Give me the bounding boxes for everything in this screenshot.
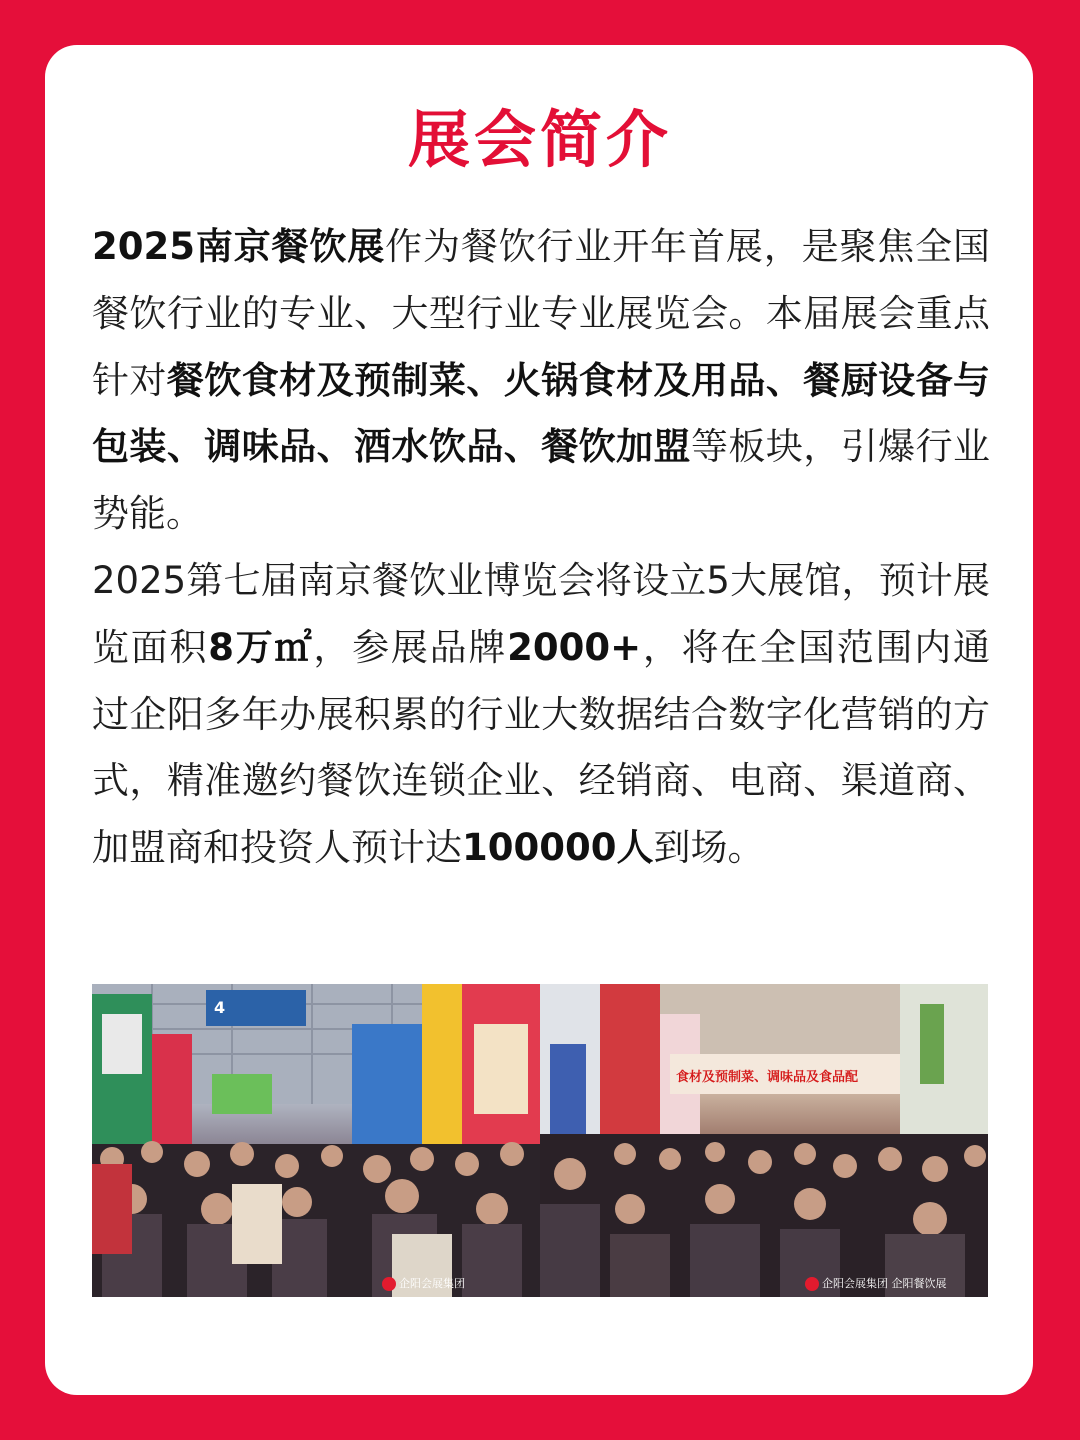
watermark-right: 企阳会展集团 企阳餐饮展: [805, 1275, 947, 1291]
expo-hall-illustration-left: [92, 984, 540, 1297]
paragraph-1: 2025南京餐饮展作为餐饮行业开年首展，是聚焦全国餐饮行业的专业、大型行业专业展览会。本届展会重点针对餐饮食材及预制菜、火锅食材及用品、餐厨设备与包装、调味品、酒水饮品、餐饮加盟等板块，引爆行业势能。: [92, 225, 991, 536]
hall-number-sign: 4: [206, 990, 306, 1026]
page-title: 展会简介: [407, 103, 672, 176]
logo-icon: [805, 1277, 819, 1291]
brands-highlight: 2000+: [507, 625, 642, 669]
area-highlight: 8万㎡: [208, 625, 314, 669]
expo-photo-left: [92, 984, 540, 1297]
watermark-left: 企阳会展集团: [382, 1275, 465, 1291]
visitors-highlight: 100000人: [462, 826, 654, 870]
sectors-highlight: 餐饮食材及预制菜、火锅食材及用品、餐厨设备与包装、调味品、酒水饮品、餐饮加盟: [92, 358, 991, 469]
expo-hall-illustration-right: [540, 984, 988, 1297]
expo-photo-right: [540, 984, 988, 1297]
expo-name: 2025南京餐饮展: [92, 225, 386, 268]
expo-photo: [92, 984, 988, 1297]
intro-text: [92, 214, 990, 882]
hall-banner-text: 食材及预制菜、调味品及食品配: [676, 1070, 859, 1085]
paragraph-2: 2025第七届南京餐饮业博览会将设立5大展馆，预计展览面积8万㎡，参展品牌2000+，将在全国范围内通过企阳多年办展积累的行业大数据结合数字化营销的方式，精准邀约餐饮连锁企业、经销商、电商、渠道商、加盟商和投资人预计达100000人到场。: [92, 558, 991, 870]
logo-icon: [382, 1277, 396, 1291]
